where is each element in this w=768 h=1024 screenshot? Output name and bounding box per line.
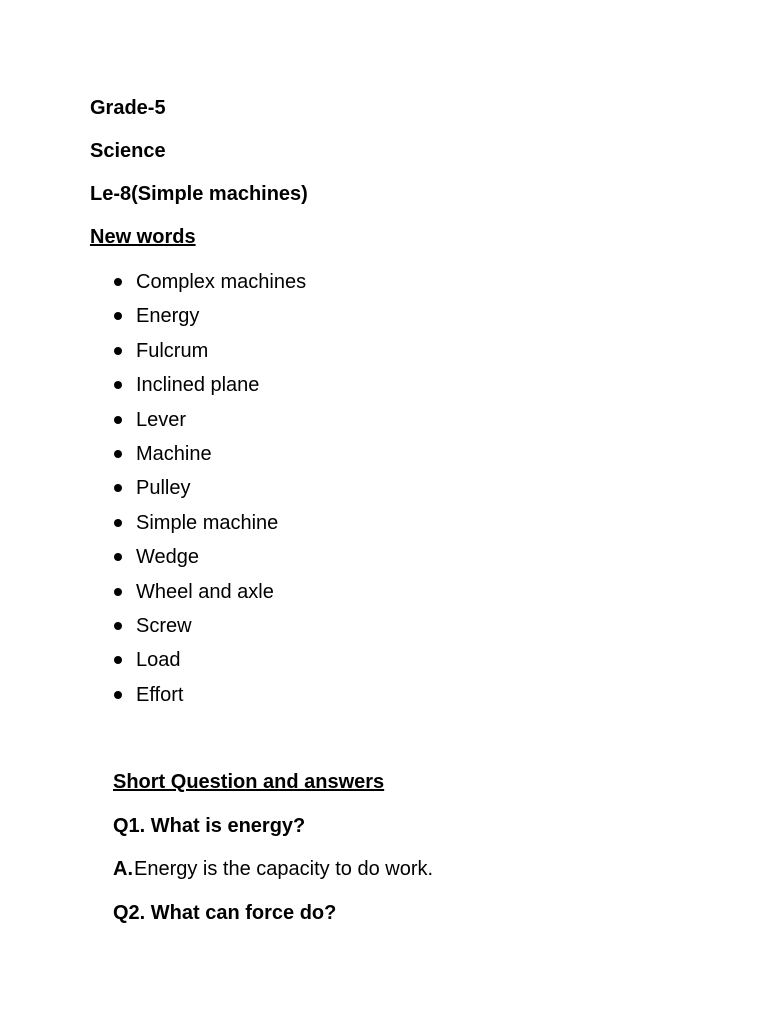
subject-heading: Science [90, 140, 166, 162]
list-item-text: Simple machine [136, 511, 279, 534]
list-item [112, 580, 306, 614]
question-2: Q2. What can force do? [113, 902, 337, 924]
answer-1 [113, 857, 433, 881]
bullet-icon [114, 278, 122, 286]
list-item-text: Load [136, 649, 181, 672]
bullet-icon [114, 416, 122, 424]
list-item [112, 476, 306, 510]
bullet-icon [114, 347, 122, 355]
list-item-text: Machine [136, 442, 212, 465]
list-item-text: Lever [136, 408, 187, 431]
list-item-text: Complex machines [136, 271, 307, 293]
bullet-icon [114, 381, 122, 389]
list-item-text: Inclined plane [136, 374, 260, 397]
list-item-text: Energy [136, 305, 200, 328]
bullet-icon [114, 622, 122, 630]
list-item [112, 511, 306, 545]
list-item [112, 408, 306, 442]
new-words-heading: New words [90, 226, 196, 248]
question-1: Q1. What is energy? [113, 815, 306, 837]
list-item [112, 545, 306, 579]
bullet-icon [114, 553, 122, 561]
bullet-icon [114, 519, 122, 527]
bullet-icon [114, 588, 122, 596]
bullet-icon [114, 312, 122, 320]
bullet-icon [114, 691, 122, 699]
list-item [112, 442, 306, 476]
list-item-text: Wheel and axle [136, 580, 274, 603]
list-item-text: Fulcrum [136, 339, 209, 362]
list-item-text: Effort [136, 683, 184, 706]
answer-text: Energy is the capacity to do work. [134, 858, 434, 880]
list-item [112, 270, 306, 304]
list-item [112, 614, 306, 648]
lesson-heading: Le-8(Simple machines) [90, 183, 308, 205]
qa-heading: Short Question and answers [113, 771, 385, 793]
new-words-list [112, 270, 306, 717]
list-item [112, 683, 306, 717]
bullet-icon [114, 484, 122, 492]
grade-heading: Grade-5 [90, 97, 166, 119]
list-item-text: Pulley [136, 477, 191, 500]
bullet-icon [114, 450, 122, 458]
bullet-icon [114, 656, 122, 664]
list-item [112, 339, 306, 373]
answer-label: A. [113, 858, 133, 880]
list-item [112, 648, 306, 682]
list-item-text: Wedge [136, 546, 200, 569]
list-item [112, 304, 306, 338]
list-item [112, 373, 306, 407]
list-item-text: Screw [136, 614, 192, 637]
